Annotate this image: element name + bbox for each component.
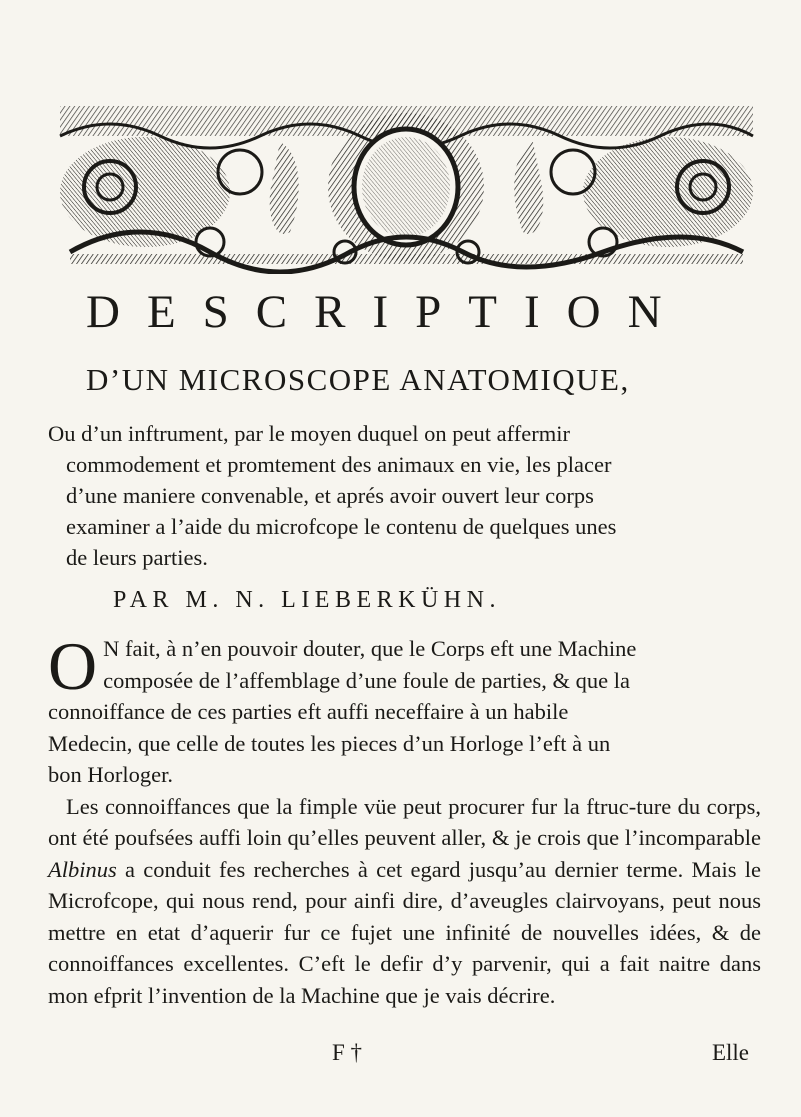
paragraph-line: composée de l’affemblage d’une foule de parties, & que la (103, 667, 630, 693)
page-subtitle: D’UN MICROSCOPE ANATOMIQUE, (86, 362, 630, 397)
lead-line: d’une maniere convenable, et aprés avoir ouvert leur corps (66, 483, 594, 508)
ornamental-headpiece (50, 92, 763, 274)
paragraph-2-text: Les connoiffances que la fimple vüe peut procurer fur la ftruc-ture du corps, ont été poufsées auffi loin qu’elles peuvent aller, & je crois que l’incomparable (48, 793, 761, 850)
paragraph-line: connoiffance de ces parties eft auffi neceffaire à un habile (48, 699, 569, 724)
emphasized-name: Albinus (48, 856, 117, 882)
signature-mark: F † (332, 1040, 363, 1065)
lead-line: de leurs parties. (66, 545, 208, 570)
paragraph-1 (48, 628, 761, 791)
paragraph-line: Medecin, que celle de toutes les pieces d’un Horloge l’eft à un (48, 730, 611, 756)
catchword: Elle (711, 1040, 749, 1065)
headpiece-engraving (50, 92, 763, 274)
paragraph-2-text-cont: a conduit fes recherches à cet egard jusqu’au dernier terme. Mais le Microfcope, qui nous rend, pour ainfi dire, d’aveugles clairvoyans, peut nous mettre en etat d’aquerir fur ce fujet une infinité de nouvelles idées, & de connoiffances excellentes. C’eft le defir d’y parvenir, qui a fait naitre dans mon efprit l’invention de la Machine que je vais décrire. (48, 856, 761, 1008)
lead-line: Ou d’un inftrument, par le moyen duquel on peut affermir (48, 421, 570, 446)
lead-line: examiner a l’aide du microfcope le contenu de quelques unes (66, 514, 617, 539)
paragraph-line: bon Horloger. (48, 762, 173, 787)
paragraph-2 (48, 791, 761, 1012)
page-footer (48, 1040, 761, 1074)
author-line: PAR M. N. LIEBERKÜHN. (113, 587, 501, 613)
drop-cap: O (48, 628, 98, 704)
lead-line: commodement et promtement des animaux en vie, les placer (66, 452, 612, 477)
lead-paragraph (48, 418, 761, 573)
page-title: DESCRIPTION (86, 286, 689, 338)
body-text (48, 628, 761, 1011)
paragraph-line: N fait, à n’en pouvoir douter, que le Corps eft une Machine (103, 636, 637, 661)
